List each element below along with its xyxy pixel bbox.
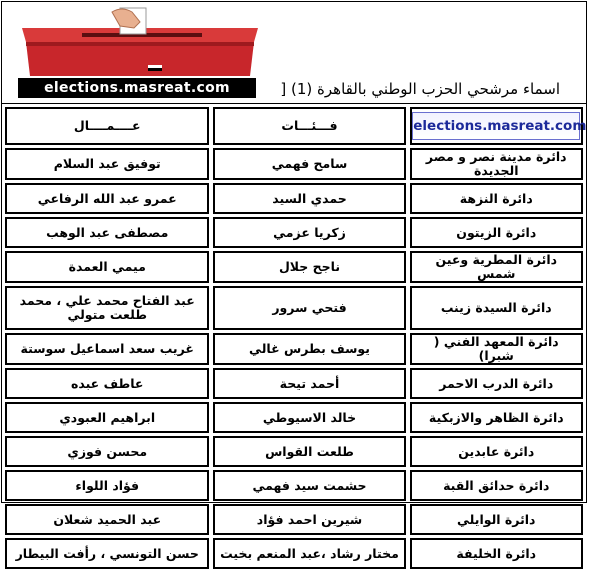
table-header-row [5, 107, 583, 145]
ommal-cell: محسن فوزي [5, 436, 209, 467]
district-cell: دائرة السيدة زينب [410, 286, 583, 330]
faat-cell: فتحي سرور [213, 286, 405, 330]
table-row [5, 148, 583, 180]
district-cell: دائرة عابدين [410, 436, 583, 467]
table-row [5, 251, 583, 283]
ommal-cell: توفيق عبد السلام [5, 148, 209, 180]
faat-cell: يوسف بطرس غالي [213, 333, 405, 365]
district-cell: دائرة الخليفة [410, 538, 583, 569]
ommal-cell: عمرو عبد الله الرفاعي [5, 183, 209, 214]
logo-cell [410, 107, 587, 145]
faat-cell: مختار رشاد ،عبد المنعم بخيت [213, 538, 405, 569]
ommal-cell: غريب سعد اسماعيل سوستة [5, 333, 209, 365]
ommal-cell: حسن التونسي ، رأفت البيطار [5, 538, 209, 569]
table-row [5, 183, 583, 214]
candidates-table [1, 104, 587, 572]
district-cell: دائرة حدائق القبة [410, 470, 583, 501]
ommal-cell: عاطف عبده [5, 368, 209, 399]
table-row [5, 368, 583, 399]
ommal-cell: عبد الفتاح محمد علي ، محمد طلعت متولي [5, 286, 209, 330]
faat-cell: ناجح جلال [213, 251, 405, 283]
table-row [5, 470, 583, 501]
table-row [5, 538, 583, 569]
faat-cell: سامح فهمي [213, 148, 405, 180]
faat-cell: أحمد تيحة [213, 368, 405, 399]
faat-cell: زكريا عزمي [213, 217, 405, 248]
ommal-cell: ابراهيم العبودي [5, 402, 209, 433]
district-cell: دائرة مدينة نصر و مصر الجديدة [410, 148, 583, 180]
header [1, 1, 587, 104]
district-cell: دائرة النزهة [410, 183, 583, 214]
table-row [5, 504, 583, 535]
faat-cell: شيرين احمد فؤاد [213, 504, 405, 535]
district-cell: دائرة الوايلي [410, 504, 583, 535]
district-cell: دائرة الدرب الاحمر [410, 368, 583, 399]
ommal-cell: مصطفى عبد الوهب [5, 217, 209, 248]
ommal-cell: ميمي العمدة [5, 251, 209, 283]
faat-cell: حمدي السيد [213, 183, 405, 214]
table-row [5, 402, 583, 433]
column-header-ommal: عــــمــــال [5, 107, 209, 145]
site-logo[interactable]: elections.masreat.com [412, 112, 580, 140]
table-row [5, 286, 583, 330]
table-row [5, 436, 583, 467]
district-cell: دائرة المطرية وعين شمس [410, 251, 583, 283]
district-cell: دائرة المعهد الفني ( شبرا) [410, 333, 583, 365]
district-cell: دائرة الزيتون [410, 217, 583, 248]
page-title: اسماء مرشحي الحزب الوطني بالقاهرة (1) [ [280, 80, 560, 98]
faat-cell: طلعت القواس [213, 436, 405, 467]
ommal-cell: فؤاد اللواء [5, 470, 209, 501]
faat-cell: حشمت سيد فهمي [213, 470, 405, 501]
district-cell: دائرة الظاهر والازبكية [410, 402, 583, 433]
table-row [5, 333, 583, 365]
column-header-faat: فـــئـــات [213, 107, 405, 145]
ballot-box-illustration [22, 6, 258, 76]
faat-cell: خالد الاسيوطي [213, 402, 405, 433]
table-row [5, 217, 583, 248]
ommal-cell: عبد الحميد شعلان [5, 504, 209, 535]
site-banner[interactable]: elections.masreat.com [18, 78, 256, 98]
